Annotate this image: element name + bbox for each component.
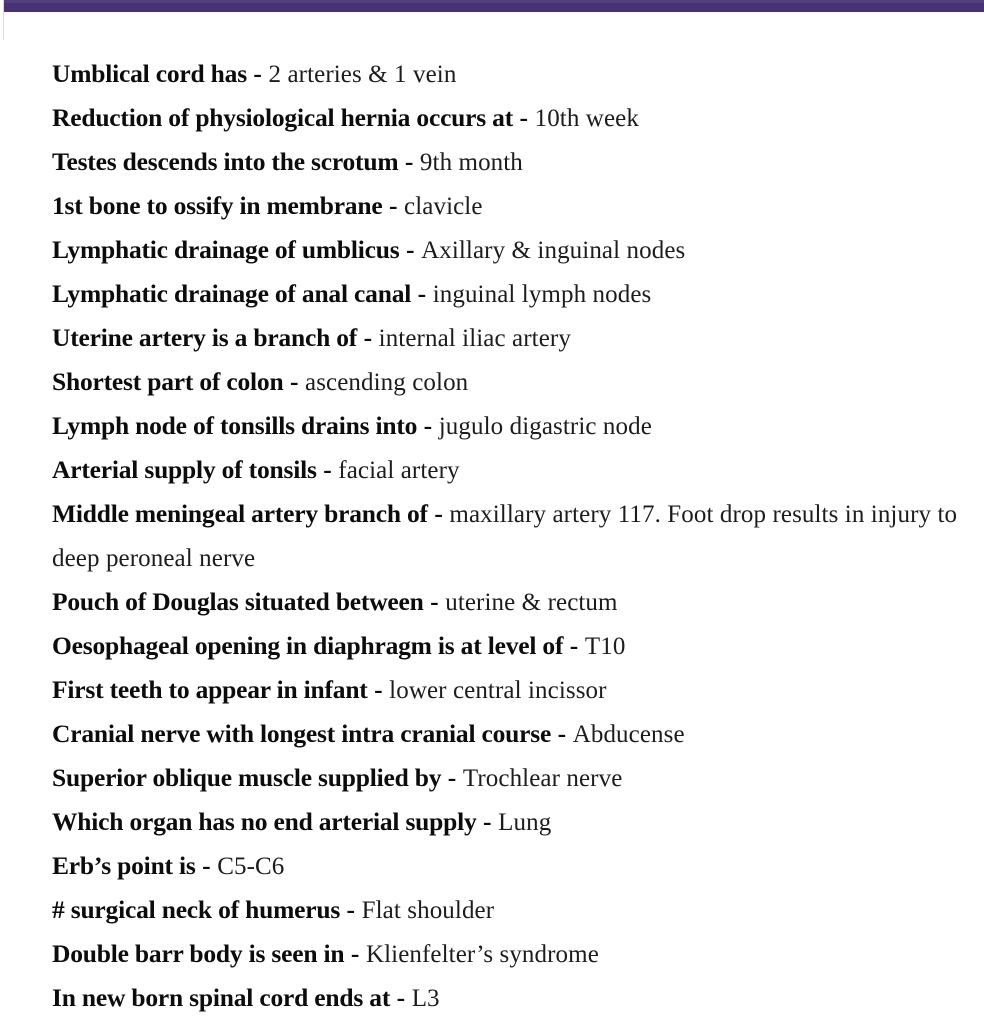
qa-term: Cranial nerve with longest intra cranial course: [52, 719, 552, 748]
qa-row: [52, 712, 972, 756]
qa-separator: -: [350, 939, 360, 968]
qa-row: [52, 52, 972, 96]
qa-answer: Klienfelter’s syndrome: [365, 941, 599, 968]
qa-row: [52, 756, 972, 800]
qa-separator: -: [569, 631, 579, 660]
qa-separator: -: [483, 807, 492, 836]
qa-row: [52, 624, 972, 668]
qa-term: Middle meningeal artery branch of: [52, 499, 428, 528]
qa-term: Lymphatic drainage of umblicus: [52, 235, 400, 264]
qa-row: [52, 228, 972, 272]
qa-answer: lower central incissor: [389, 677, 607, 704]
qa-term: Reduction of physiological hernia occurs at: [52, 103, 514, 132]
qa-row: [52, 800, 972, 844]
qa-separator: -: [396, 983, 406, 1012]
qa-row: [52, 272, 972, 316]
qa-separator: -: [447, 763, 457, 792]
qa-separator: -: [417, 279, 427, 308]
qa-row: [52, 140, 972, 184]
qa-row: [52, 888, 972, 932]
qa-answer: 2 arteries & 1 vein: [268, 61, 457, 88]
qa-row: [52, 448, 972, 492]
qa-answer: facial artery: [338, 457, 460, 484]
qa-term: Erb’s point is: [52, 851, 196, 880]
qa-term: Which organ has no end arterial supply: [52, 807, 477, 836]
qa-separator: -: [404, 147, 414, 176]
qa-row: [52, 404, 972, 448]
qa-term: Uterine artery is a branch of: [52, 323, 358, 352]
qa-answer: Abducense: [572, 721, 685, 748]
qa-list: [52, 52, 972, 1020]
qa-answer: jugulo digastric node: [438, 413, 652, 440]
qa-answer: ascending colon: [305, 369, 469, 396]
qa-row: [52, 492, 972, 580]
qa-answer: inguinal lymph nodes: [432, 281, 652, 308]
qa-term: 1st bone to ossify in membrane: [52, 191, 383, 220]
qa-row: [52, 976, 972, 1020]
qa-separator: -: [406, 235, 415, 264]
qa-answer: Axillary & inguinal nodes: [421, 237, 686, 264]
qa-answer: Trochlear nerve: [462, 765, 623, 792]
qa-term: First teeth to appear in infant: [52, 675, 368, 704]
qa-term: Arterial supply of tonsils: [52, 455, 317, 484]
qa-term: Testes descends into the scrotum: [52, 147, 399, 176]
qa-separator: -: [388, 191, 398, 220]
qa-row: [52, 316, 972, 360]
top-accent-bar-highlight: [0, 0, 984, 3]
qa-separator: -: [430, 587, 439, 616]
qa-separator: -: [202, 851, 211, 880]
qa-term: Lymphatic drainage of anal canal: [52, 279, 412, 308]
qa-separator: -: [374, 675, 383, 704]
qa-term: # surgical neck of humerus: [52, 895, 341, 924]
qa-term: Pouch of Douglas situated between: [52, 587, 424, 616]
qa-row: [52, 580, 972, 624]
qa-term: Shortest part of colon: [52, 367, 284, 396]
qa-answer: L3: [411, 985, 440, 1012]
qa-row: [52, 360, 972, 404]
qa-answer: maxillary artery 117. Foot drop results in injury to deep peroneal nerve: [52, 501, 958, 572]
qa-row: [52, 668, 972, 712]
qa-row: [52, 184, 972, 228]
qa-answer: 9th month: [419, 149, 523, 176]
qa-answer: Flat shoulder: [361, 897, 495, 924]
qa-term: Oesophageal opening in diaphragm is at level of: [52, 631, 564, 660]
qa-separator: -: [434, 499, 443, 528]
qa-separator: -: [423, 411, 433, 440]
qa-answer: 10th week: [534, 105, 639, 132]
qa-separator: -: [289, 367, 299, 396]
qa-row: [52, 844, 972, 888]
qa-term: Double barr body is seen in: [52, 939, 345, 968]
qa-separator: -: [519, 103, 529, 132]
qa-separator: -: [363, 323, 373, 352]
qa-answer: C5-C6: [217, 853, 285, 880]
qa-separator: -: [557, 719, 567, 748]
qa-answer: internal iliac artery: [378, 325, 571, 352]
qa-answer: Lung: [498, 809, 552, 836]
qa-separator: -: [346, 895, 356, 924]
qa-term: Superior oblique muscle supplied by: [52, 763, 442, 792]
qa-term: Lymph node of tonsills drains into: [52, 411, 418, 440]
qa-term: In new born spinal cord ends at: [52, 983, 391, 1012]
qa-row: [52, 96, 972, 140]
left-page-edge: [0, 0, 4, 40]
qa-term: Umblical cord has: [52, 59, 247, 88]
top-accent-bar: [0, 0, 984, 12]
qa-answer: uterine & rectum: [445, 589, 618, 616]
qa-row: [52, 932, 972, 976]
qa-answer: clavicle: [404, 193, 483, 220]
qa-answer: T10: [584, 633, 626, 660]
qa-separator: -: [323, 455, 332, 484]
qa-separator: -: [253, 59, 263, 88]
